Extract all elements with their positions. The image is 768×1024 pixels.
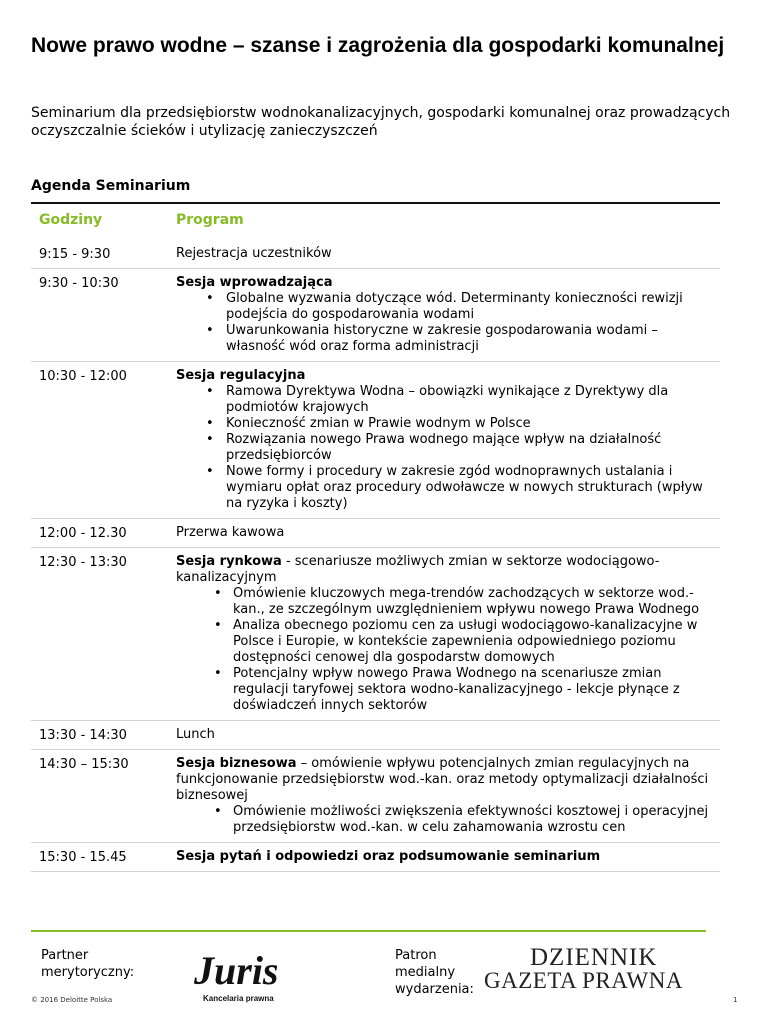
agenda-row (31, 843, 720, 872)
session-time: 13:30 - 14:30 (39, 728, 127, 743)
session-bullet: • Ramowa Dyrektywa Wodna – obowiązki wynikające z Dyrektywy dla podmiotów krajowych (176, 384, 710, 416)
session-program (176, 849, 720, 865)
dziennik-gazeta-prawna-logo (484, 944, 708, 994)
session-time: 12:00 - 12.30 (39, 526, 127, 541)
agenda-row (31, 750, 720, 843)
session-description: Lunch (176, 727, 215, 742)
session-time: 12:30 - 13:30 (39, 555, 127, 570)
session-time: 14:30 – 15:30 (39, 757, 129, 772)
session-time: 9:15 - 9:30 (39, 247, 111, 262)
agenda-row (31, 721, 720, 750)
session-title: Sesja wprowadzająca (176, 275, 333, 290)
session-title: Sesja regulacyjna (176, 368, 306, 383)
page-subtitle: Seminarium dla przedsiębiorstw wodnokanalizacyjnych, gospodarki komunalnej oraz prowadzących oczyszczalnie ścieków i utylizację zanieczyszczeń (31, 105, 731, 139)
session-program (176, 554, 720, 714)
session-bullet-list (176, 384, 710, 512)
session-description: - scenariusze możliwych zmian w sektorze wodociągowo-kanalizacyjnym (176, 554, 660, 585)
session-description: Przerwa kawowa (176, 525, 285, 540)
agenda-row (31, 269, 720, 362)
juris-logo-subtitle: Kancelaria prawna (203, 994, 274, 1003)
session-bullet: • Nowe formy i procedury w zakresie zgód wodnoprawnych ustalania i wymiaru opłat oraz procedury odwoławcze w nowych strukturach (wpływ na ryzyka i koszty) (176, 464, 710, 512)
session-program (176, 246, 720, 262)
session-title: Sesja pytań i odpowiedzi oraz podsumowanie seminarium (176, 849, 601, 864)
copyright: © 2016 Deloitte Polska (31, 996, 113, 1004)
agenda-table (31, 204, 720, 872)
session-program (176, 368, 720, 512)
dgp-logo-line1: DZIENNIK (530, 944, 658, 971)
column-header-time: Godziny (39, 212, 103, 228)
juris-logo-wordmark: Juris (194, 948, 279, 993)
juris-logo (192, 946, 292, 1006)
session-program (176, 727, 720, 743)
agenda-row (31, 519, 720, 548)
session-bullet-list (176, 804, 710, 836)
session-bullet: • Potencjalny wpływ nowego Prawa Wodnego na scenariusze zmian regulacji taryfowej sektora wodno-kanalizacyjnego - lekcje płynące z doświadczeń innych sektorów (176, 666, 710, 714)
session-program (176, 275, 720, 355)
session-program (176, 756, 720, 836)
agenda-header-row (31, 204, 720, 240)
agenda-row (31, 240, 720, 269)
session-time: 10:30 - 12:00 (39, 369, 127, 384)
partner-label: Partner merytoryczny: (41, 948, 135, 980)
footer-rule (31, 930, 706, 932)
session-bullet: • Globalne wyzwania dotyczące wód. Determinanty konieczności rewizji podejścia do gospodarowania wodami (176, 291, 710, 323)
session-bullet: • Analiza obecnego poziomu cen za usługi wodociągowo-kanalizacyjne w Polsce i Europie, w kontekście zapewnienia odpowiedniego poziomu dostępności cenowej dla gospodarstw domowych (176, 618, 710, 666)
session-bullet-list (176, 291, 710, 355)
page-title: Nowe prawo wodne – szanse i zagrożenia dla gospodarki komunalnej (31, 34, 725, 57)
page-number: 1 (733, 996, 738, 1004)
agenda-heading: Agenda Seminarium (31, 178, 191, 194)
session-description: – omówienie wpływu potencjalnych zmian regulacyjnych na funkcjonowanie przedsiębiorstw wod.-kan. oraz metody optymalizacji działalności biznesowej (176, 756, 709, 803)
session-title: Sesja biznesowa (176, 756, 297, 771)
session-bullet-list (176, 586, 710, 714)
session-time: 15:30 - 15.45 (39, 850, 127, 865)
session-description: Rejestracja uczestników (176, 246, 332, 261)
session-bullet: • Omówienie możliwości zwiększenia efektywności kosztowej i operacyjnej przedsiębiorstw wod.-kan. w celu zahamowania wzrostu cen (176, 804, 710, 836)
session-title: Sesja rynkowa (176, 554, 282, 569)
patron-label: Patron medialny wydarzenia: (395, 948, 474, 997)
column-header-program: Program (176, 212, 244, 228)
dgp-logo-line2: GAZETA PRAWNA (484, 968, 683, 993)
session-bullet: • Omówienie kluczowych mega-trendów zachodzących w sektorze wod.-kan., ze szczególnym uwzględnieniem wpływu nowego Prawa Wodnego (176, 586, 710, 618)
agenda-row (31, 548, 720, 721)
session-time: 9:30 - 10:30 (39, 276, 119, 291)
session-bullet: • Konieczność zmian w Prawie wodnym w Polsce (176, 416, 710, 432)
agenda-row (31, 362, 720, 519)
session-program (176, 525, 720, 541)
session-bullet: • Rozwiązania nowego Prawa wodnego mające wpływ na działalność przedsiębiorców (176, 432, 710, 464)
session-bullet: • Uwarunkowania historyczne w zakresie gospodarowania wodami – własność wód oraz forma administracji (176, 323, 710, 355)
